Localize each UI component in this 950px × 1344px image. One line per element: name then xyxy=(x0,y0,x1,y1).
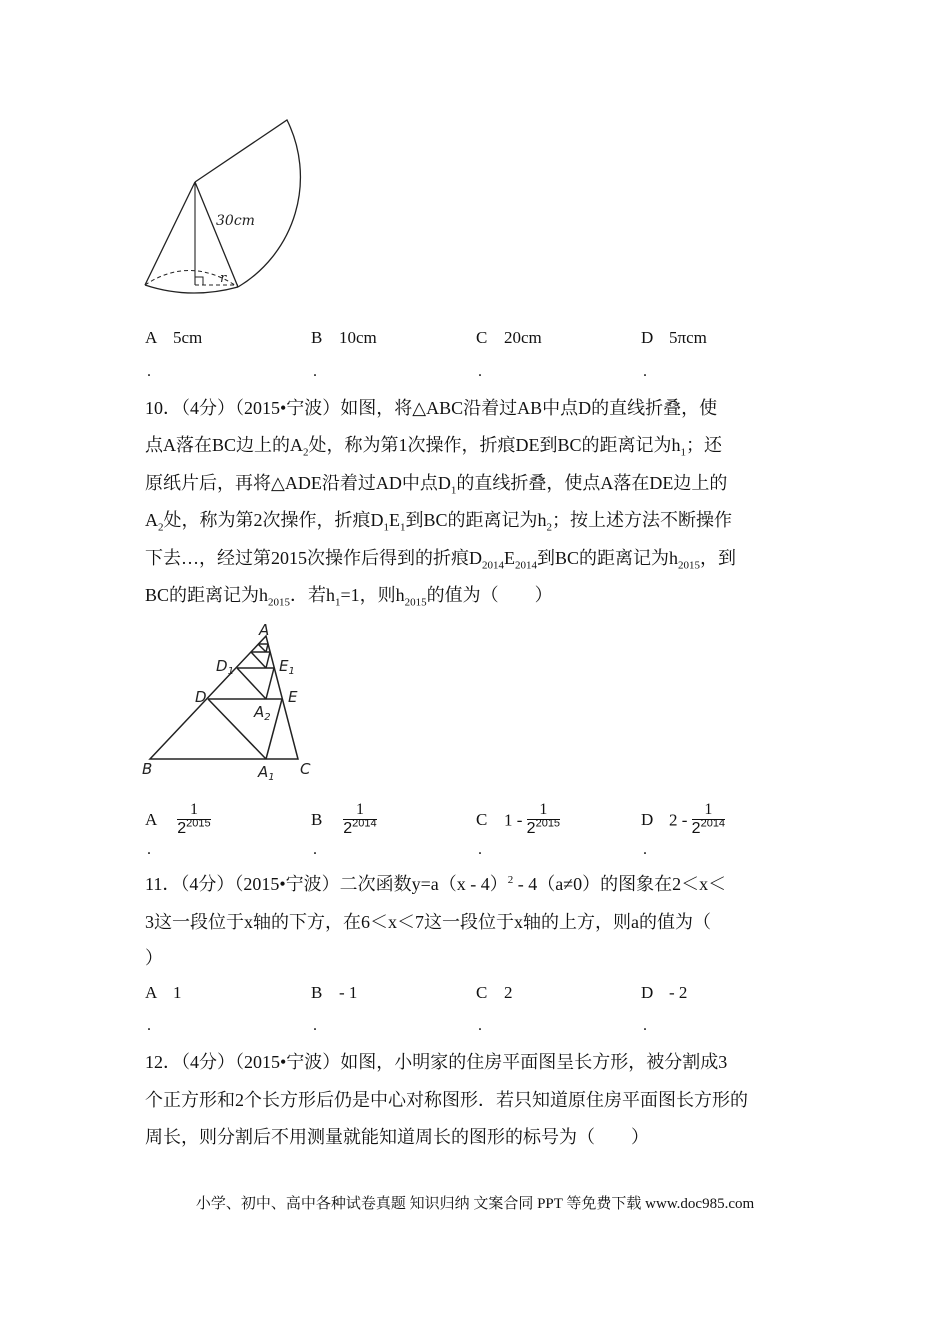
q11-line-1: 11．（4分）（2015•宁波）二次函数y=a（x - 4）$^2$ - 4（a≠0）的图象在2＜x＜ xyxy=(145,874,727,894)
q10-line-5: 下去…，经过第2015次操作后得到的折痕$D_{2014}E_{2014}$到BC的距离记为$h_{2015}$，到 xyxy=(145,548,737,572)
right-angle-mark xyxy=(195,277,203,285)
q11-option-a[interactable] xyxy=(145,983,182,1003)
triangle-abc xyxy=(150,636,298,759)
option-text: 10cm xyxy=(339,328,377,347)
option-letter: D xyxy=(641,328,654,347)
label-a1: $A_1$ xyxy=(258,763,275,782)
option-letter: C xyxy=(476,810,488,830)
cone-sector-figure xyxy=(140,115,310,315)
option-dot: . xyxy=(147,363,151,380)
label-e1: $E_1$ xyxy=(279,657,295,677)
option-text: - 2 xyxy=(669,983,688,1002)
option-dot: . xyxy=(147,1017,151,1034)
label-d1: $D_1$ xyxy=(216,657,234,677)
option-letter: B xyxy=(311,983,323,1002)
option-text: 20cm xyxy=(504,328,542,347)
cone-left-edge xyxy=(145,182,195,285)
q11-line-2: 3这一段位于x轴的下方，在6＜x＜7这一段位于x轴的上方，则a的值为（ xyxy=(145,912,711,932)
q10-line-3: 原纸片后，再将△ADE沿着过AD中点$D_1$的直线折叠，使点A落在DE边上的 xyxy=(145,473,728,497)
page-footer: 小学、初中、高中各种试卷真题 知识归纳 文案合同 PPT 等免费下载 www.doc985.com xyxy=(195,1196,755,1212)
option-fraction: $\frac{1}{2^{2015}}$ xyxy=(177,801,211,837)
q10-option-b[interactable] xyxy=(311,801,377,837)
q11-line-3: ） xyxy=(145,948,163,968)
q12-line-3: 周长，则分割后不用测量就能知道周长的图形的标号为（ ） xyxy=(145,1127,649,1147)
option-letter: A xyxy=(145,328,158,347)
option-letter: C xyxy=(476,328,488,347)
option-text: 1 xyxy=(173,983,182,1002)
option-fraction: $\frac{1}{2^{2015}}$ xyxy=(526,801,561,837)
option-letter: A xyxy=(145,810,158,830)
option-text: 5cm xyxy=(173,328,203,347)
label-c: C xyxy=(300,760,311,778)
slant-label: 30cm xyxy=(216,213,255,229)
option-letter: B xyxy=(311,810,323,830)
fold-d1-a2 xyxy=(237,668,266,699)
q9-option-d[interactable] xyxy=(641,328,707,348)
option-letter: C xyxy=(476,983,488,1002)
option-dot: . xyxy=(313,841,317,858)
option-dot: . xyxy=(478,1017,482,1034)
q10-option-a[interactable] xyxy=(145,801,211,837)
q12-line-2: 个正方形和2个长方形后仍是中心对称图形．若只知道原住房平面图长方形的 xyxy=(145,1090,748,1110)
option-prefix: 2 - xyxy=(669,810,688,830)
label-e: E xyxy=(288,688,298,706)
option-dot: . xyxy=(643,1017,647,1034)
q12-line-1: 12．（4分）（2015•宁波）如图，小明家的住房平面图呈长方形，被分割成3 xyxy=(145,1052,728,1072)
option-dot: . xyxy=(478,841,482,858)
q10-line-2: 点A落在BC边上的$A_2$处，称为第1次操作，折痕DE到BC的距离记为$h_1$；还 xyxy=(145,435,723,459)
sector-outline xyxy=(195,120,300,287)
cone-base-front xyxy=(145,285,238,293)
option-letter: D xyxy=(641,810,654,830)
q10-option-d[interactable] xyxy=(641,801,726,837)
q9-option-c[interactable] xyxy=(476,328,542,348)
option-text: - 1 xyxy=(339,983,358,1002)
q10-option-c[interactable] xyxy=(476,801,561,837)
q10-line-1: 10．（4分）（2015•宁波）如图，将△ABC沿着过AB中点D的直线折叠，使 xyxy=(145,398,718,418)
radius-label: r xyxy=(220,271,227,286)
option-letter: B xyxy=(311,328,323,347)
option-prefix: 1 - xyxy=(504,810,523,830)
q11-option-c[interactable] xyxy=(476,983,513,1003)
label-a: A xyxy=(259,622,270,639)
option-letter: D xyxy=(641,983,654,1002)
q11-option-d[interactable] xyxy=(641,983,687,1003)
label-a2: $A_2$ xyxy=(254,703,271,723)
label-d: D xyxy=(195,688,207,706)
q10-line-6: BC的距离记为$h_{2015}$．若$h_1=1$，则$h_{2015}$的值为（ ） xyxy=(145,585,553,609)
option-dot: . xyxy=(313,1017,317,1034)
fold-e1-a2 xyxy=(266,668,274,699)
option-dot: . xyxy=(643,363,647,380)
option-fraction: $\frac{1}{2^{2014}}$ xyxy=(691,801,726,837)
q9-option-b[interactable] xyxy=(311,328,377,348)
option-dot: . xyxy=(147,841,151,858)
option-dot: . xyxy=(643,841,647,858)
option-letter: A xyxy=(145,983,158,1002)
folded-triangle-figure xyxy=(138,622,328,782)
label-b: B xyxy=(142,760,153,778)
q10-line-4: $A_2$处，称为第2次操作，折痕$D_1E_1$到BC的距离记为$h_2$；按上述方法不断操作 xyxy=(145,510,733,534)
option-dot: . xyxy=(478,363,482,380)
option-fraction: $\frac{1}{2^{2014}}$ xyxy=(343,801,377,837)
q11-option-b[interactable] xyxy=(311,983,357,1003)
q9-option-a[interactable] xyxy=(145,328,202,348)
option-text: 2 xyxy=(504,983,513,1002)
fold-e-a1 xyxy=(266,699,282,759)
option-dot: . xyxy=(313,363,317,380)
option-text: 5πcm xyxy=(669,328,707,347)
